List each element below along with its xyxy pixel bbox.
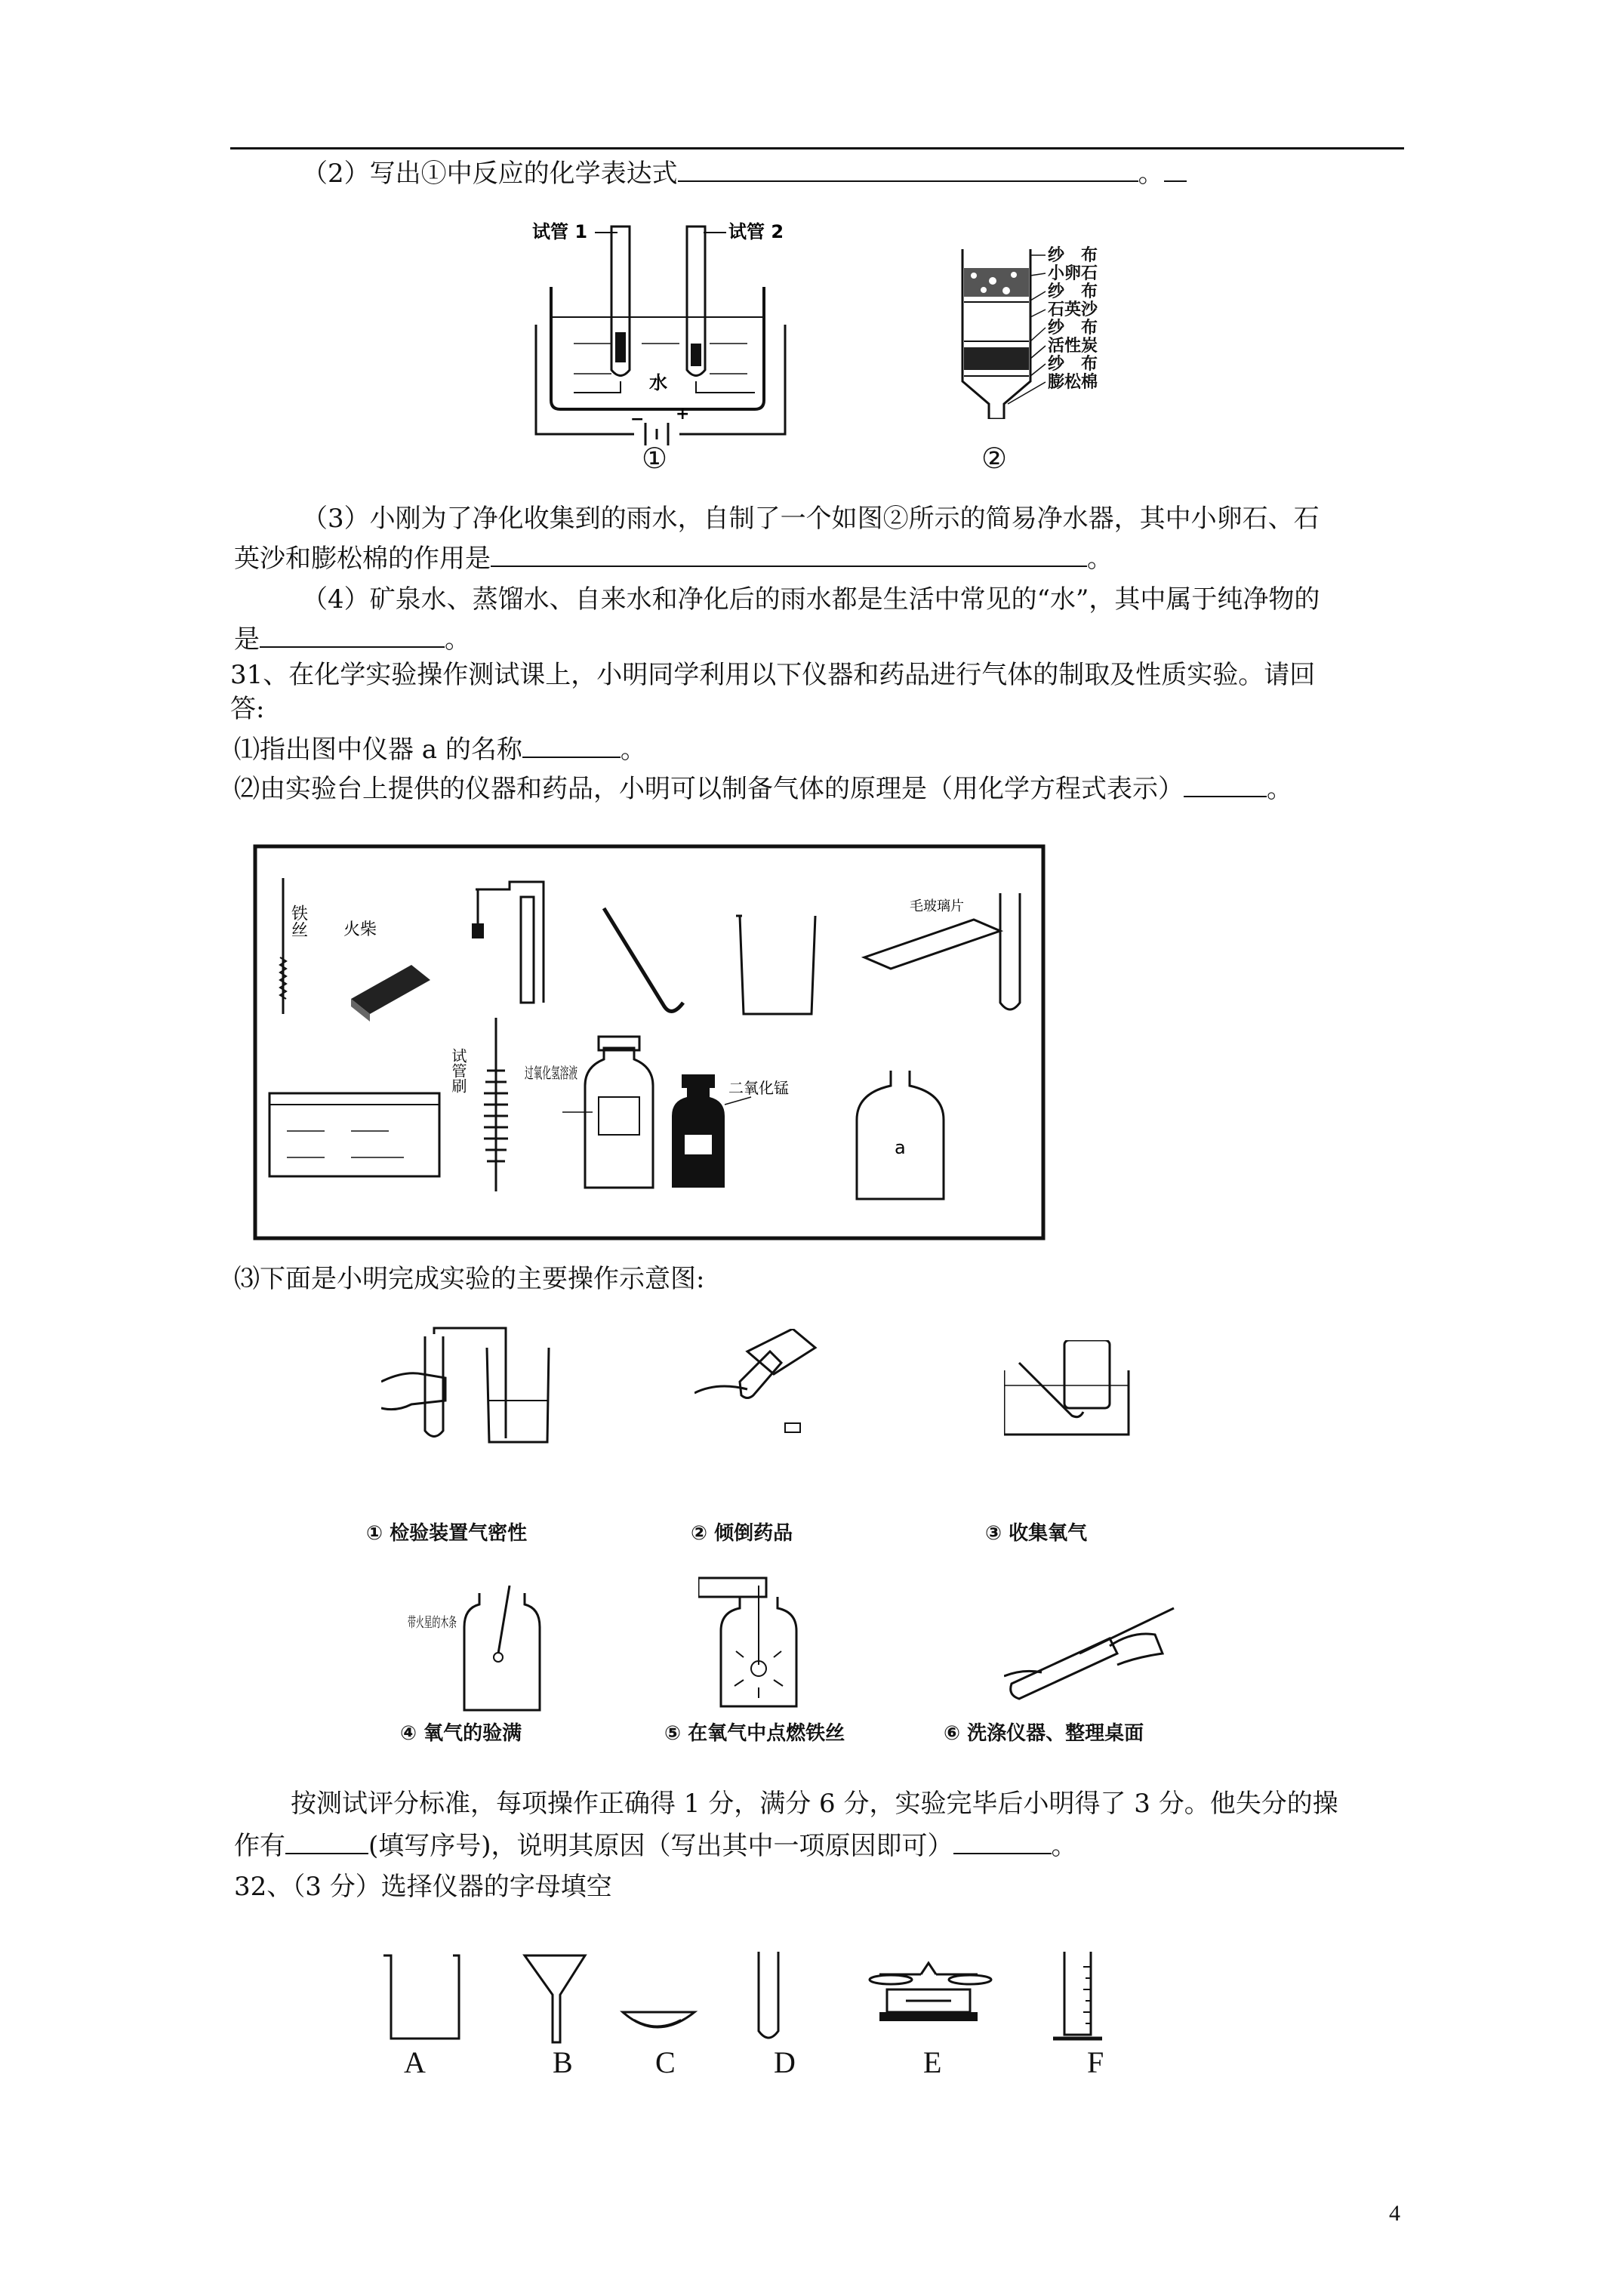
iron-wire-label: 铁丝 (288, 905, 308, 938)
q31-lost-steps-blank[interactable] (285, 1827, 368, 1854)
instrument-label-a: A (404, 2045, 426, 2079)
bottle-a-label: a (895, 1137, 906, 1158)
q31-sub2: ⑵由实验台上提供的仪器和药品，小明可以制备气体的原理是（用化学方程式表示） 。 (234, 770, 1292, 807)
q31-scoring-line1: 按测试评分标准，每项操作正确得 1 分，满分 6 分，实验完毕后小明得了 3 分。他失分的操 (291, 1789, 1338, 1819)
op3-caption: ③ 收集氧气 (985, 1522, 1088, 1545)
brush-label: 试管刷 (449, 1048, 467, 1093)
q30-part2: （2）写出①中反应的化学表达式 。 (302, 155, 1187, 192)
q31-sub2-answer-blank[interactable] (1184, 770, 1267, 797)
svg-text:+: + (676, 405, 690, 424)
fig1-caption: ① (642, 442, 668, 475)
q31-sub1: ⑴指出图中仪器 a 的名称 。 (234, 731, 646, 768)
op2-pouring-figure (694, 1329, 845, 1442)
instrument-label-e: E (923, 2045, 942, 2079)
op2-caption: ② 倾倒药品 (691, 1522, 793, 1545)
tube1-label: 试管 1 (532, 221, 588, 242)
fig2-caption: ② (981, 442, 1008, 475)
q30-part3-line1: （3）小刚为了净化收集到的雨水，自制了一个如图②所示的简易净水器，其中小卵石、石 (302, 504, 1320, 534)
fig2-labels: 纱 布 小卵石 纱 布 石英沙 纱 布 活性炭 纱 布 膨松棉 (1048, 246, 1098, 392)
op4-caption: ④ 氧气的验满 (400, 1722, 522, 1745)
electrolysis-figure (528, 211, 800, 476)
q31-line1: 31、在化学实验操作测试课上，小明同学利用以下仪器和药品进行气体的制取及性质实验。请回 (230, 660, 1316, 690)
q31-scoring-line2: 作有 (填写序号)，说明其原因（写出其中一项原因即可） 。 (234, 1827, 1077, 1864)
q30-part4-line2: 是 。 (234, 621, 470, 658)
h2o2-label: 过氧化氢溶液 (525, 1064, 577, 1082)
op1-airtightness-figure (381, 1325, 562, 1446)
op3-collect-oxygen-figure (1004, 1340, 1132, 1438)
q30-part4-answer-blank[interactable] (260, 621, 445, 648)
op5-caption: ⑤ 在氧气中点燃铁丝 (664, 1722, 845, 1745)
glowing-splint-label: 带火星的木条 (408, 1615, 457, 1631)
op6-washing-figure (1004, 1601, 1178, 1706)
q31-sub3: ⑶下面是小明完成实验的主要操作示意图: (234, 1264, 705, 1294)
water-label: 水 (649, 372, 667, 393)
equipment-panel (253, 844, 1046, 1240)
tube2-label: 试管 2 (728, 221, 784, 242)
header-rule (230, 147, 1404, 149)
op5-burn-iron-figure (698, 1574, 812, 1710)
instrument-label-f: F (1087, 2045, 1104, 2079)
svg-text:−: − (630, 410, 645, 429)
q31-sub1-answer-blank[interactable] (522, 731, 621, 758)
instrument-label-d: D (774, 2045, 796, 2079)
instrument-label-b: B (553, 2045, 573, 2079)
matches-label: 火柴 (343, 920, 377, 939)
page-number: 4 (1389, 2201, 1400, 2226)
op4-oxygen-test-figure (408, 1586, 581, 1714)
q30-part2-answer-blank[interactable] (678, 155, 1138, 182)
q31-line2: 答: (230, 694, 265, 724)
q30-part3-line2: 英沙和膨松棉的作用是 。 (234, 540, 1113, 577)
instruments-figure (377, 1948, 1110, 2046)
glass-plate-label: 毛玻璃片 (910, 898, 964, 914)
op1-caption: ① 检验装置气密性 (366, 1522, 528, 1545)
op6-caption: ⑥ 洗涤仪器、整理桌面 (944, 1722, 1144, 1745)
q30-part2-text: （2）写出①中反应的化学表达式 (302, 159, 678, 189)
q30-part4-line1: （4）矿泉水、蒸馏水、自来水和净化后的雨水都是生活中常见的“水”，其中属于纯净物的 (302, 584, 1320, 615)
q32-title: 32、（3 分）选择仪器的字母填空 (234, 1872, 612, 1902)
mno2-label: 二氧化锰 (728, 1079, 789, 1097)
q30-part3-answer-blank[interactable] (491, 540, 1087, 567)
instrument-label-c: C (655, 2045, 676, 2079)
q31-reason-blank[interactable] (953, 1827, 1052, 1854)
